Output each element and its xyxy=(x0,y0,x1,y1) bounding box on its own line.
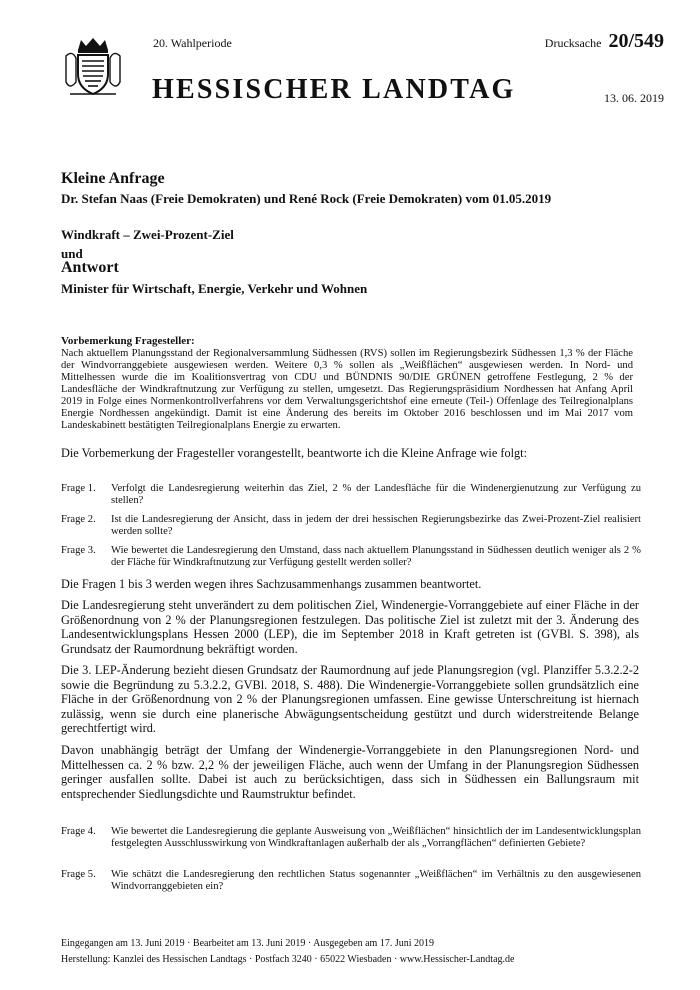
frage-text: Wie schätzt die Landesregierung den rechtlichen Status sogenannter „Weißflächen“ im Verhältnis zu den ausgewiesenen Windvorranggebieten ein? xyxy=(111,869,641,893)
intro-paragraph: Die Vorbemerkung der Fragesteller vorangestellt, beantworte ich die Kleine Anfrage wie folgt: xyxy=(61,446,527,460)
antwort-heading: Antwort xyxy=(61,259,119,276)
frage-text: Wie bewertet die Landesregierung die geplante Ausweisung von „Weißflächen“ hinsichtlich der im Landesentwicklungsplan festgelegten Ausschlusswirkung von Windkraftanlagen außerhalb der als „Vorrangflächen“ definierten Gebiete? xyxy=(111,826,641,850)
footer-imprint: Herstellung: Kanzlei des Hessischen Landtags · Postfach 3240 · 65022 Wiesbaden · www.Hessischer-Landtag.de xyxy=(61,954,515,965)
drucksache-label: Drucksache xyxy=(544,36,602,50)
frage-text: Verfolgt die Landesregierung weiterhin das Ziel, 2 % der Landesfläche für die Windenergienutzung zur Verfügung zu stellen? xyxy=(111,483,641,507)
minister-line: Minister für Wirtschaft, Energie, Verkehr und Wohnen xyxy=(61,281,368,296)
frage-label: Frage 5. xyxy=(61,869,96,880)
frage-label: Frage 4. xyxy=(61,826,96,837)
drucksache-number: 20/549 xyxy=(608,30,664,52)
frage-text: Wie bewertet die Landesregierung den Umstand, dass nach aktuellem Planungsstand in Südhessen deutlich weniger als 2 % der Fläche für Windkraftnutzung zur Verfügung gestellt werden soller? xyxy=(111,545,641,569)
answer-paragraph: Davon unabhängig beträgt der Umfang der Windenergie-Vorranggebiete in den Planungsregionen Nord- und Mittelhessen ca. 2 % bzw. 2,2 % der jeweiligen Fläche, auch wenn der Umfang in der Planungsregion Südhessen geringer ausfallen sollte. Dabei ist auch zu berücksichtigen, dass sich in Südhessen ein Ballungsraum mit entsprechender Siedlungsdichte und Raumstruktur befindet. xyxy=(61,743,639,801)
drucksache xyxy=(545,30,664,53)
answer-paragraph: Die 3. LEP-Änderung bezieht diesen Grundsatz der Raumordnung auf jede Planungsregion (vgl. Planziffer 5.3.2.2-2 sowie die Begründung zu 5.3.2.2, GVBl. 2018, S. 488). Die Windenergie-Vorranggebiete sollen grundsätzlich eine Fläche in der Größenordnung von 2 % der Planungsregionen umfassen. Eine gewisse Unterschreitung ist hiernach zulässig, wenn sie durch eine planerische Abwägungsentscheidung gestützt und durch widerstreitende Belange gerechtfertigt wird. xyxy=(61,663,639,736)
subject-line: Windkraft – Zwei-Prozent-Ziel xyxy=(61,227,234,242)
frage-label: Frage 1. xyxy=(61,483,96,494)
hessen-coat-of-arms-icon xyxy=(62,36,124,100)
vorbemerkung-heading: Vorbemerkung Fragesteller: xyxy=(61,335,195,347)
footer-dates: Eingegangen am 13. Juni 2019 · Bearbeitet am 13. Juni 2019 · Ausgegeben am 17. Juni 2019 xyxy=(61,938,434,949)
frage-label: Frage 3. xyxy=(61,545,96,556)
wahlperiode: 20. Wahlperiode xyxy=(153,36,232,50)
und-line: und xyxy=(61,246,83,261)
authors-line: Dr. Stefan Naas (Freie Demokraten) und René Rock (Freie Demokraten) vom 01.05.2019 xyxy=(61,191,552,206)
document-date: 13. 06. 2019 xyxy=(604,91,664,105)
frage-label: Frage 2. xyxy=(61,514,96,525)
document-title: HESSISCHER LANDTAG xyxy=(152,74,516,105)
kleine-anfrage-heading: Kleine Anfrage xyxy=(61,170,165,187)
answer-paragraph: Die Fragen 1 bis 3 werden wegen ihres Sachzusammenhangs zusammen beantwortet. xyxy=(61,577,482,591)
vorbemerkung-text: Nach aktuellem Planungsstand der Regionalversammlung Südhessen (RVS) sollen im Regierungsbezirk Südhessen 1,3 % der Fläche der Windvorranggebiete ausgewiesen werden. Weitere 0,3 % sollen als „Weißflächen“ ausgewiesen werden. In Nord- und Mittelhessen wurde die im Koalitionsvertrag von CDU und BÜNDNIS 90/DIE GRÜNEN getroffene Festlegung, 2 % der Landesfläche der Windkraftnutzung zur Verfügung zu stellen, umgesetzt. Das Regierungspräsidium Nordhessen hat Anfang April 2019 in Folge eines Normenkontrollverfahrens vor dem Verwaltungsgerichtshof eine erneute (Teil-) Offenlage des Teilregionalplans Energie Nordhessen angekündigt. Damit ist eine Änderung des bereits im Oktober 2016 beschlossen und im Mai 2017 vom Landeskabinett bestätigten Teilregionalplans Energie zu erwarten. xyxy=(61,348,633,431)
answer-paragraph: Die Landesregierung steht unverändert zu dem politischen Ziel, Windenergie-Vorranggebiete auf einer Fläche in der Größenordnung von 2 % der Planungsregionen festzulegen. Das politische Ziel ist zuletzt mit der 3. Änderung des Landesentwicklungsplans Hessen 2000 (LEP), die im September 2018 in Kraft getreten ist (GVBl. S. 398), als Grundsatz der Raumordnung bekräftigt worden. xyxy=(61,598,639,656)
frage-text: Ist die Landesregierung der Ansicht, dass in jedem der drei hessischen Regierungsbezirke das Zwei-Prozent-Ziel realisiert werden sollte? xyxy=(111,514,641,538)
